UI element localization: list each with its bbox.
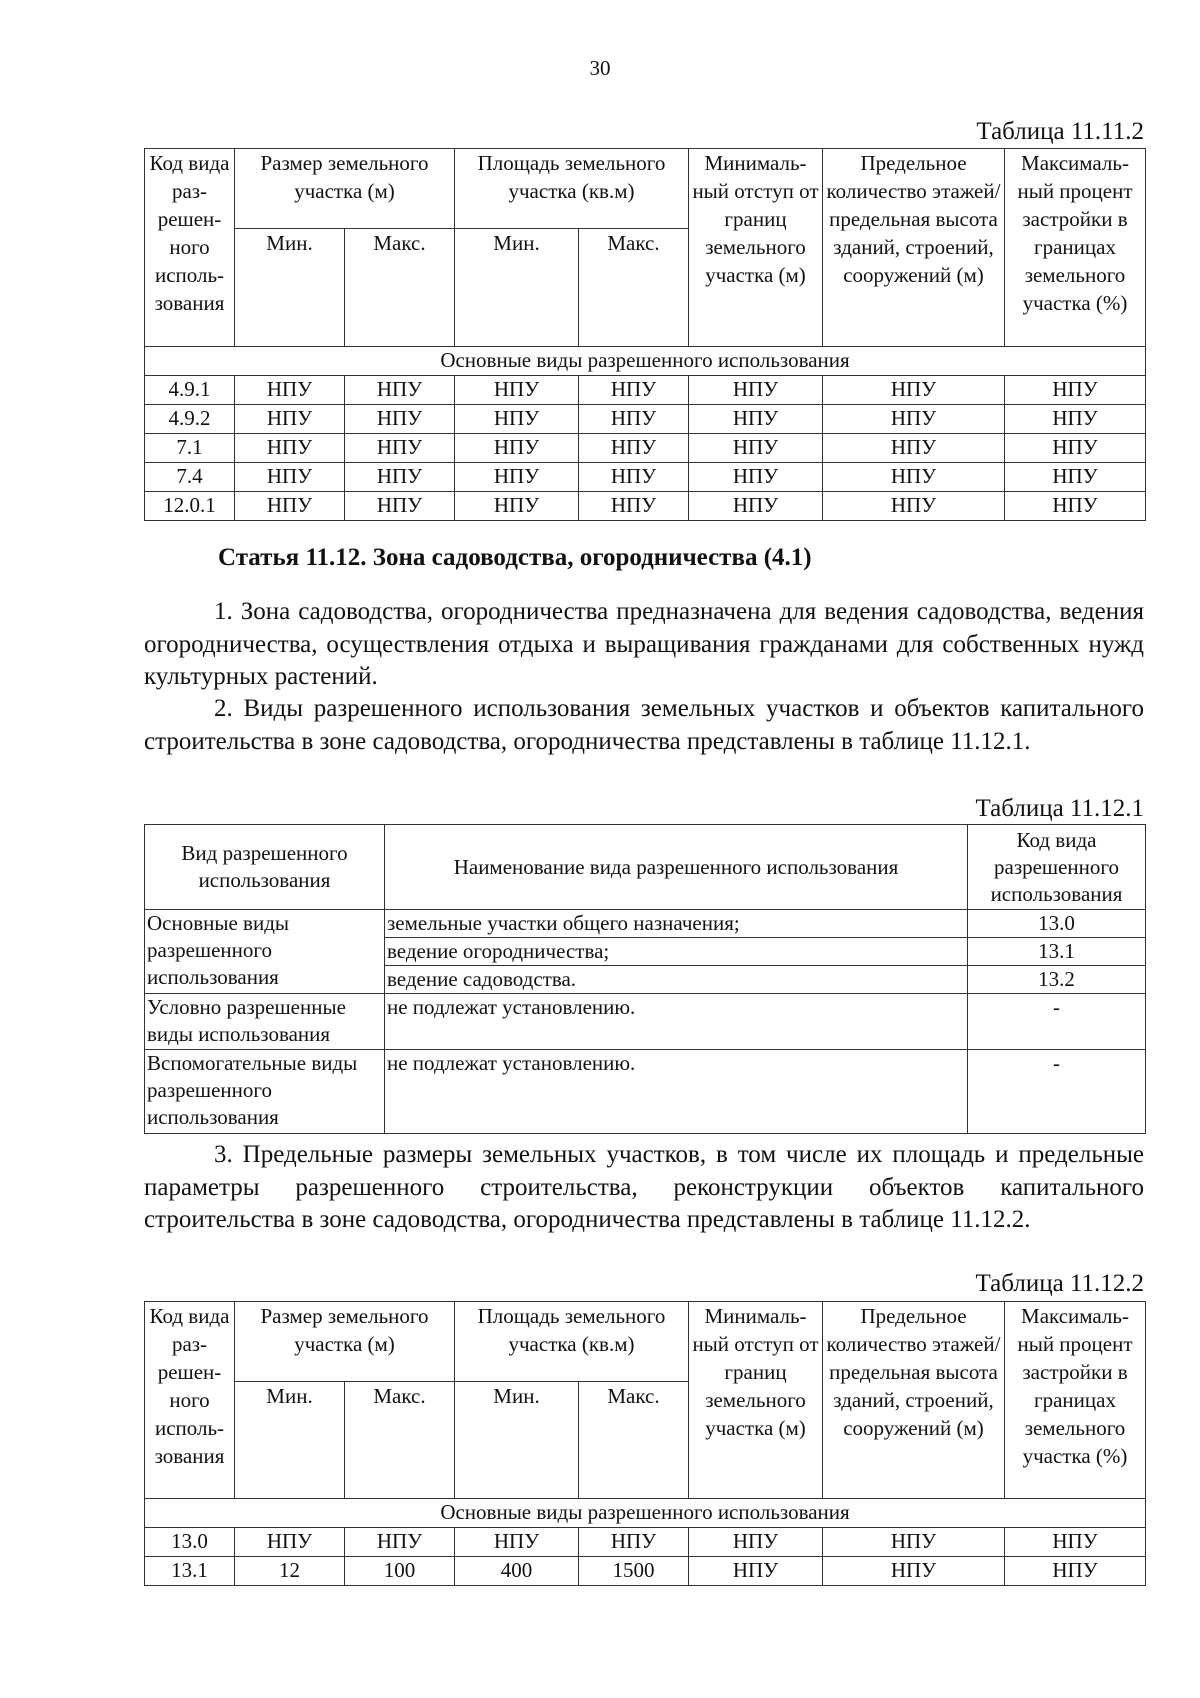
header-use-type: Вид разрешенного использования <box>145 825 385 910</box>
cell: 13.0 <box>145 1528 235 1557</box>
use-code: 13.2 <box>968 966 1146 994</box>
cell: НПУ <box>1005 1557 1146 1586</box>
cell: НПУ <box>689 1528 823 1557</box>
table-row <box>145 376 1146 405</box>
table-11-12-1 <box>144 824 1146 1134</box>
use-code: - <box>968 1050 1146 1134</box>
cell: 12.0.1 <box>145 492 235 521</box>
table-row <box>145 463 1146 492</box>
cell: НПУ <box>345 1528 455 1557</box>
cell: НПУ <box>235 1528 345 1557</box>
paragraph-1 <box>144 596 1144 694</box>
cell: НПУ <box>579 463 689 492</box>
header-setback: Минималь- ный отступ от границ земельного участка (м) <box>689 1302 823 1499</box>
article-heading: Статья 11.12. Зона садоводства, огородничества (4.1) <box>218 544 812 571</box>
paragraph-2-text: 2. Виды разрешенного использования земельных участков и объектов капитального строительства в зоне садоводства, огородничества представлены в таблице 11.12.1. <box>144 695 1144 755</box>
cell: НПУ <box>1005 463 1146 492</box>
cell: НПУ <box>823 492 1005 521</box>
cell: НПУ <box>689 463 823 492</box>
header-size: Размер земельного участка (м) <box>235 149 455 229</box>
header-size-min: Мин. <box>235 229 345 347</box>
table-row <box>145 1050 1146 1134</box>
cell: НПУ <box>689 1557 823 1586</box>
cell: НПУ <box>579 1528 689 1557</box>
use-type-conditional: Условно разрешенные виды использования <box>145 994 385 1050</box>
cell: НПУ <box>1005 434 1146 463</box>
section-main-uses: Основные виды разрешенного использования <box>145 347 1146 376</box>
cell: НПУ <box>345 434 455 463</box>
header-code: Код вида раз- решен- ного исполь- зования <box>145 149 235 347</box>
cell: НПУ <box>823 376 1005 405</box>
header-size: Размер земельного участка (м) <box>235 1302 455 1382</box>
table-11-12-2-caption: Таблица 11.12.2 <box>975 1270 1144 1297</box>
table-11-12-2 <box>144 1301 1146 1586</box>
use-name: ведение огородничества; <box>385 938 968 966</box>
table-row <box>145 1557 1146 1586</box>
cell: НПУ <box>689 405 823 434</box>
table-11-11-2 <box>144 148 1146 521</box>
use-type-main: Основные виды разрешенного использования <box>145 910 385 994</box>
use-name: не подлежат установлению. <box>385 1050 968 1134</box>
header-floors: Предельное количество этажей/ предельная высота зданий, строений, сооружений (м) <box>823 149 1005 347</box>
header-size-max: Макс. <box>345 1382 455 1499</box>
header-coverage: Максималь- ный процент застройки в границах земельного участка (%) <box>1005 1302 1146 1499</box>
cell: НПУ <box>235 492 345 521</box>
cell: НПУ <box>823 434 1005 463</box>
use-name: не подлежат установлению. <box>385 994 968 1050</box>
header-coverage: Максималь- ный процент застройки в границах земельного участка (%) <box>1005 149 1146 347</box>
header-setback: Минималь- ный отступ от границ земельного участка (м) <box>689 149 823 347</box>
cell: 4.9.1 <box>145 376 235 405</box>
cell: НПУ <box>689 376 823 405</box>
header-use-name: Наименование вида разрешенного использования <box>385 825 968 910</box>
header-area-min: Мин. <box>455 1382 579 1499</box>
paragraph-3-text: 3. Предельные размеры земельных участков, в том числе их площадь и предельные параметры разрешенного строительства, реконструкции объектов капитального строительства в зоне садоводства, огородничества представлены в таблице 11.12.2. <box>144 1141 1144 1233</box>
table-row <box>145 434 1146 463</box>
header-area: Площадь земельного участка (кв.м) <box>455 149 689 229</box>
cell: НПУ <box>579 434 689 463</box>
cell: НПУ <box>455 463 579 492</box>
use-code: 13.1 <box>968 938 1146 966</box>
cell: 100 <box>345 1557 455 1586</box>
header-area-min: Мин. <box>455 229 579 347</box>
cell: 400 <box>455 1557 579 1586</box>
cell: НПУ <box>345 376 455 405</box>
paragraph-1-text: 1. Зона садоводства, огородничества предназначена для ведения садоводства, ведения огородничества, осуществления отдыха и выращивания гражданами для собственных нужд культурных растений. <box>144 598 1144 690</box>
cell: 7.1 <box>145 434 235 463</box>
use-type-auxiliary: Вспомогательные виды разрешенного использования <box>145 1050 385 1134</box>
cell: НПУ <box>235 463 345 492</box>
cell: НПУ <box>235 376 345 405</box>
header-size-max: Макс. <box>345 229 455 347</box>
cell: 7.4 <box>145 463 235 492</box>
section-main-uses: Основные виды разрешенного использования <box>145 1499 1146 1528</box>
table-row <box>145 910 1146 938</box>
use-name: земельные участки общего назначения; <box>385 910 968 938</box>
header-size-min: Мин. <box>235 1382 345 1499</box>
header-code: Код вида раз- решен- ного исполь- зования <box>145 1302 235 1499</box>
table-row <box>145 994 1146 1050</box>
cell: НПУ <box>1005 376 1146 405</box>
header-use-code: Код вида разрешенного использования <box>968 825 1146 910</box>
cell: НПУ <box>823 463 1005 492</box>
table-row <box>145 405 1146 434</box>
cell: 13.1 <box>145 1557 235 1586</box>
paragraph-3 <box>144 1139 1144 1237</box>
cell: НПУ <box>823 1557 1005 1586</box>
cell: НПУ <box>235 405 345 434</box>
cell: НПУ <box>1005 1528 1146 1557</box>
use-name: ведение садоводства. <box>385 966 968 994</box>
cell: 1500 <box>579 1557 689 1586</box>
cell: НПУ <box>689 434 823 463</box>
cell: НПУ <box>455 492 579 521</box>
header-area: Площадь земельного участка (кв.м) <box>455 1302 689 1382</box>
cell: 12 <box>235 1557 345 1586</box>
cell: НПУ <box>345 463 455 492</box>
table-11-11-2-caption: Таблица 11.11.2 <box>976 118 1144 145</box>
paragraph-2 <box>144 693 1144 758</box>
cell: НПУ <box>455 434 579 463</box>
use-code: 13.0 <box>968 910 1146 938</box>
cell: НПУ <box>455 1528 579 1557</box>
table-row <box>145 1528 1146 1557</box>
page-number: 30 <box>589 56 611 80</box>
cell: 4.9.2 <box>145 405 235 434</box>
use-code: - <box>968 994 1146 1050</box>
header-area-max: Макс. <box>579 1382 689 1499</box>
cell: НПУ <box>345 492 455 521</box>
cell: НПУ <box>823 1528 1005 1557</box>
cell: НПУ <box>1005 492 1146 521</box>
header-floors: Предельное количество этажей/ предельная высота зданий, строений, сооружений (м) <box>823 1302 1005 1499</box>
cell: НПУ <box>689 492 823 521</box>
cell: НПУ <box>579 405 689 434</box>
cell: НПУ <box>345 405 455 434</box>
cell: НПУ <box>455 405 579 434</box>
cell: НПУ <box>823 405 1005 434</box>
cell: НПУ <box>1005 405 1146 434</box>
header-area-max: Макс. <box>579 229 689 347</box>
cell: НПУ <box>455 376 579 405</box>
table-11-12-1-caption: Таблица 11.12.1 <box>975 795 1144 822</box>
table-row <box>145 492 1146 521</box>
cell: НПУ <box>579 376 689 405</box>
cell: НПУ <box>579 492 689 521</box>
cell: НПУ <box>235 434 345 463</box>
